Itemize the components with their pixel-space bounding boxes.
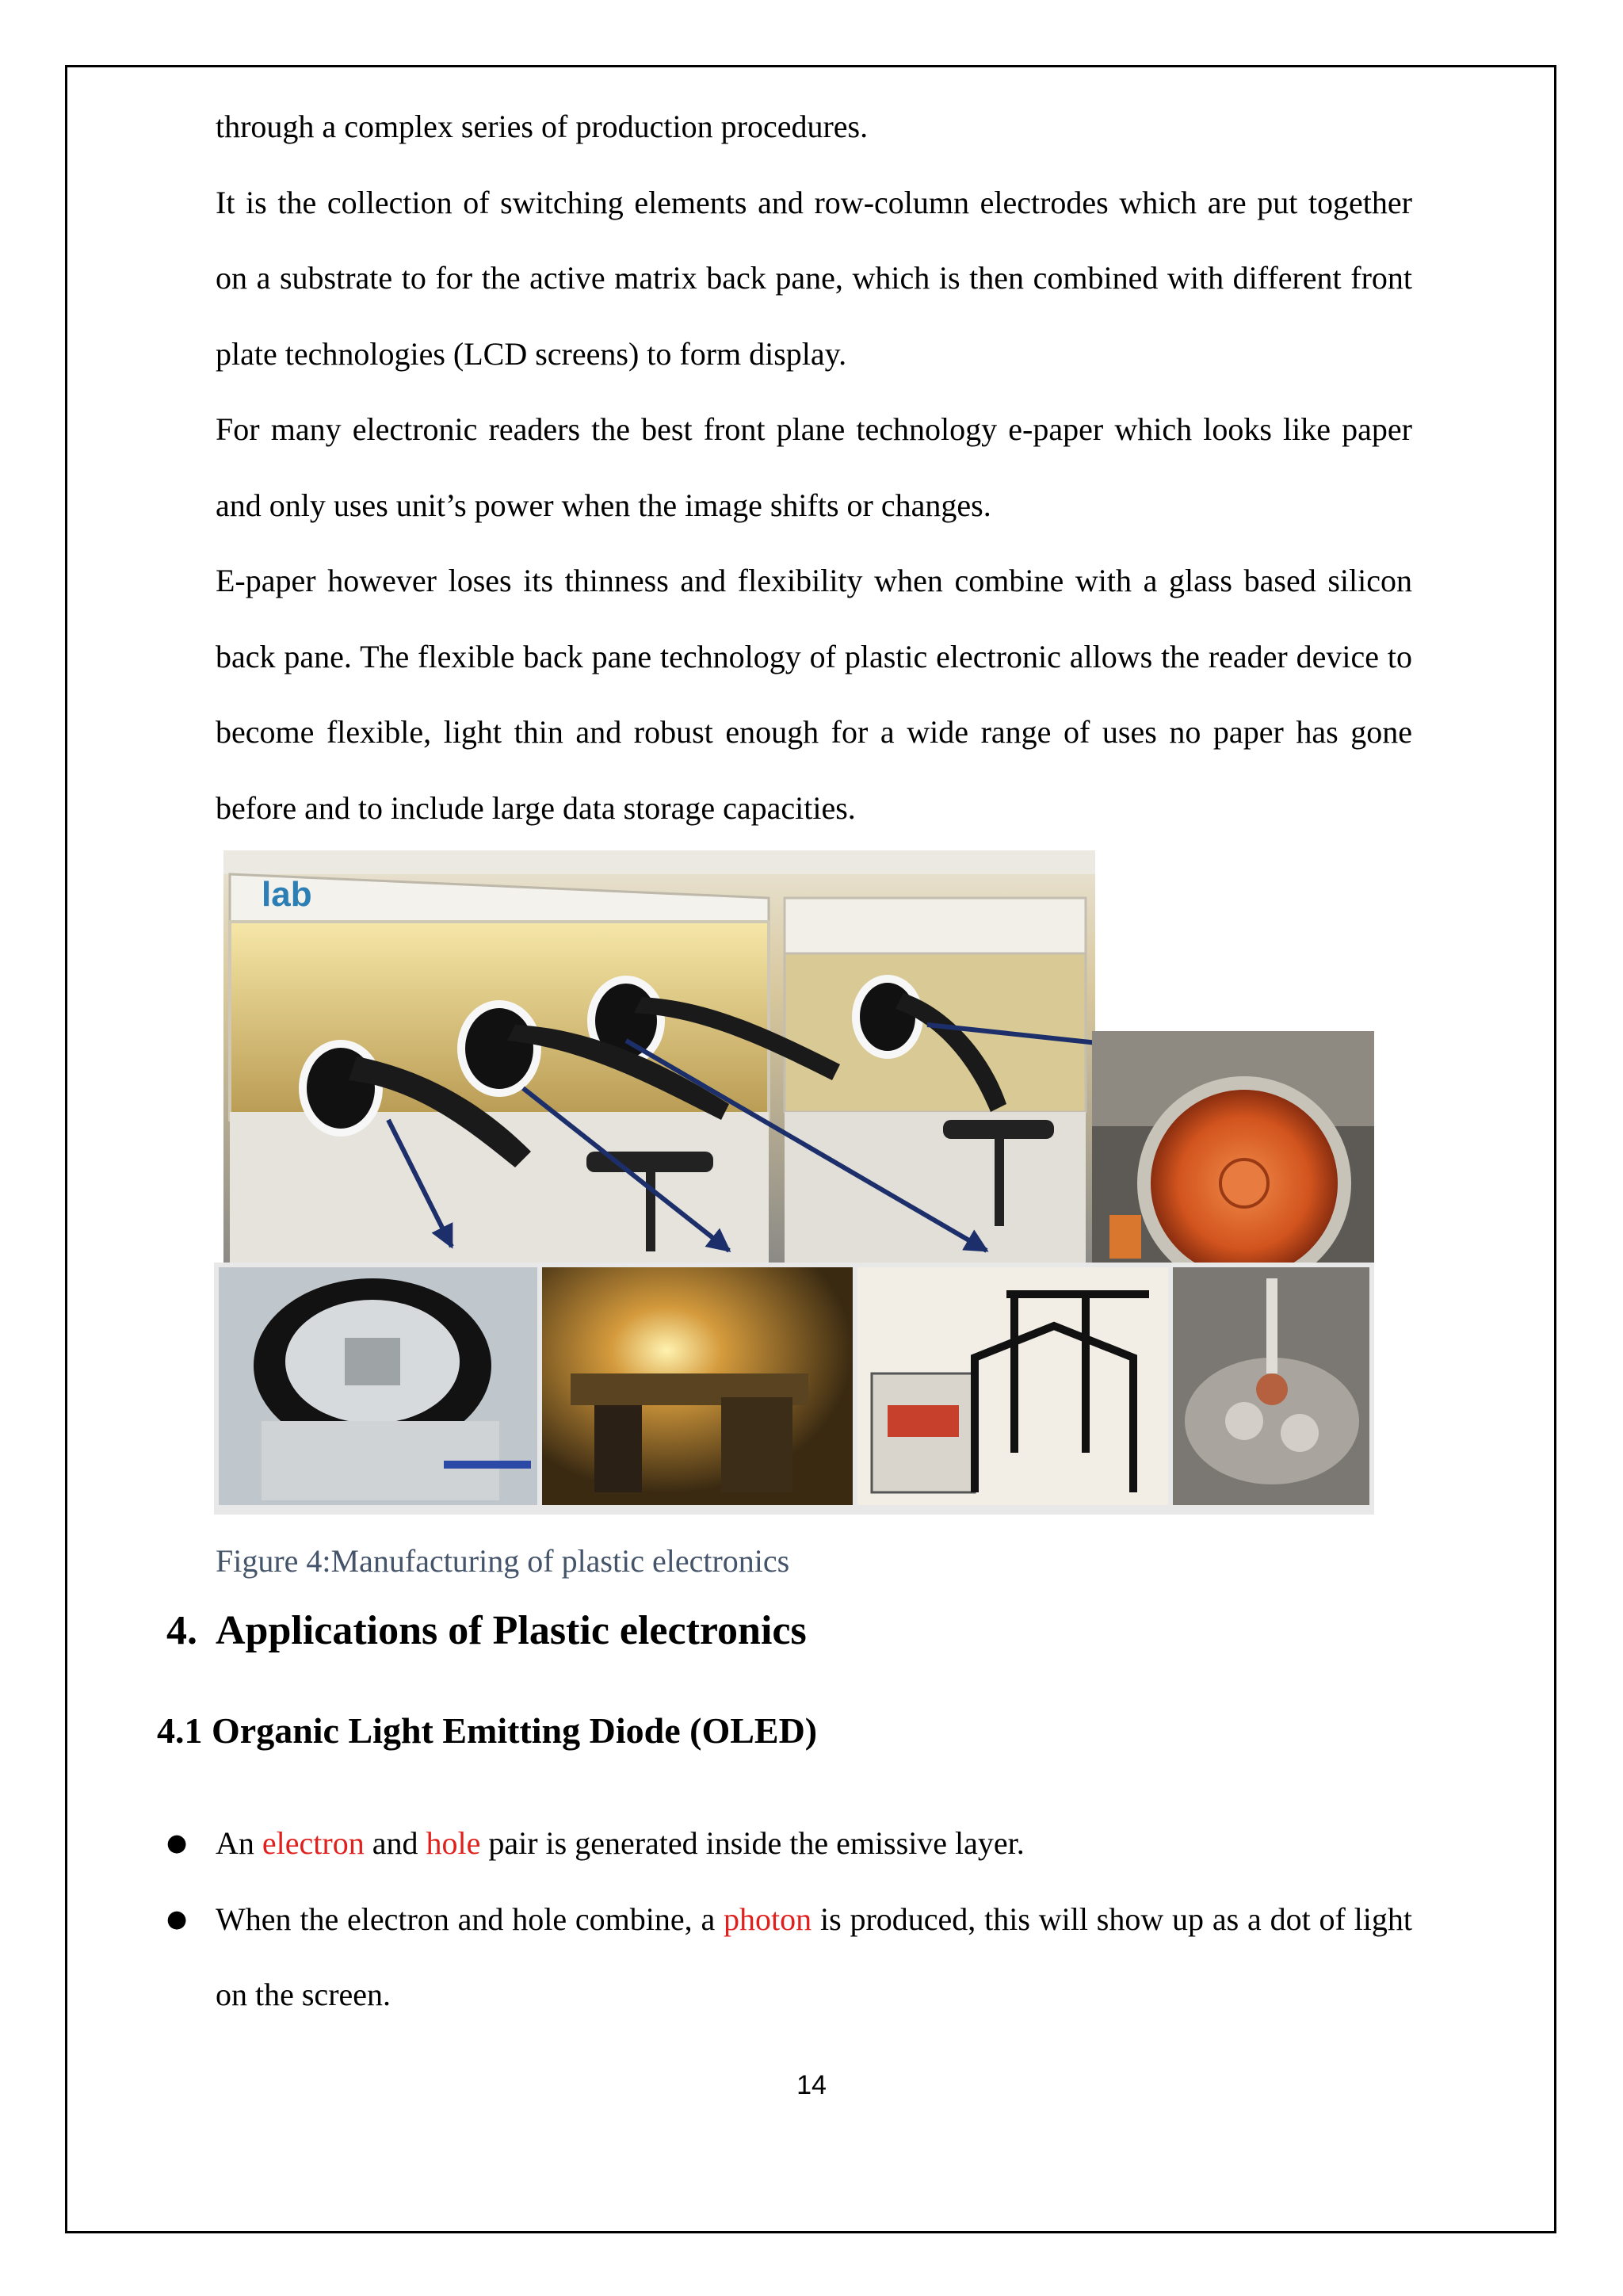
figure-caption: Figure 4:Manufacturing of plastic electronics xyxy=(216,1543,790,1579)
paragraph-active-matrix: It is the collection of switching elements and row-column electrodes which are put together on a substrate to for the active matrix back pane, which is then combined with different front plate technologies (LCD screens) to form display. xyxy=(216,184,1412,372)
paragraph-e-paper-readers: For many electronic readers the best front plane technology e-paper which looks like paper and only uses unit’s power when the image shifts or changes. xyxy=(216,411,1412,523)
lab-logo: lab xyxy=(262,875,312,914)
wafer-photo xyxy=(1092,1031,1374,1290)
list-item: ● When the electron and hole combine, a photon is produced, this will show up as a dot of light on the screen. xyxy=(216,1881,1412,2033)
spin-coater-photo xyxy=(1173,1267,1369,1505)
glovebox-photo xyxy=(223,850,1149,1263)
term-photon: photon xyxy=(724,1901,812,1937)
term-hole: hole xyxy=(426,1825,481,1861)
list-item: ● An electron and hole pair is generated inside the emissive layer. xyxy=(216,1805,1412,1881)
subsection-heading: 4.1 Organic Light Emitting Diode (OLED) xyxy=(157,1710,818,1751)
deposition-chamber-photo xyxy=(542,1267,853,1505)
page-number: 14 xyxy=(796,2070,827,2100)
printing-rig-photo xyxy=(857,1267,1168,1505)
section-heading xyxy=(166,1607,807,1654)
section-title: Applications of Plastic electronics xyxy=(216,1608,807,1653)
paragraph-continuation: through a complex series of production procedures. xyxy=(216,109,869,144)
body-text xyxy=(216,89,1412,846)
bullet-icon: ● xyxy=(166,1904,188,1933)
section-number: 4. xyxy=(166,1608,197,1653)
term-electron: electron xyxy=(262,1825,365,1861)
bottom-photo-strip xyxy=(214,1263,1374,1515)
paragraph-e-paper-flexibility: E-paper however loses its thinness and flexibility when combine with a glass based silicon back pane. The flexible back pane technology of plastic electronic allows the reader device to become flexible, light thin and robust enough for a wide range of uses no paper has gone before and to include large data storage capacities. xyxy=(216,563,1412,826)
bullet-icon: ● xyxy=(166,1829,188,1857)
manufacturing-photo-collage xyxy=(214,850,1374,1515)
substrate-holder-photo xyxy=(219,1267,537,1505)
bullet-list xyxy=(166,1805,1412,2033)
manufacturing-figure xyxy=(214,850,1374,1515)
